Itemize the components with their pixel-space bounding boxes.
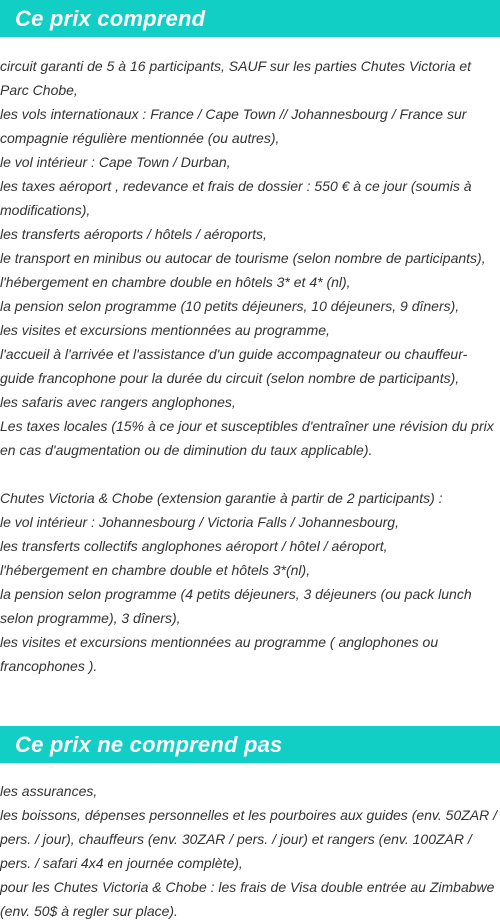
extension-heading: Chutes Victoria & Chobe (extension garantie à partir de 2 participants) : (0, 490, 443, 506)
list-item: Les taxes locales (15% à ce jour et susceptibles d'entraîner une révision du prix en cas d'augmentation ou de diminution du taux applicable). (0, 418, 494, 458)
section-body-excluded (0, 763, 500, 923)
list-item: circuit garanti de 5 à 16 participants, SAUF sur les parties Chutes Victoria et Parc Chobe, (0, 58, 472, 98)
list-item: la pension selon programme (10 petits déjeuners, 10 déjeuners, 9 dîners), (0, 298, 460, 314)
list-item: les vols internationaux : France / Cape Town // Johannesbourg / France sur compagnie régulière mentionnée (ou autres), (0, 106, 467, 146)
list-item: les assurances, (0, 783, 98, 799)
section-title: Ce prix ne comprend pas (15, 731, 283, 757)
section-header-excluded (0, 726, 500, 763)
list-item: l'hébergement en chambre double et hôtels 3*(nl), (0, 562, 311, 578)
section-body-included (0, 37, 500, 678)
section-header-included (0, 0, 500, 37)
list-item: les transferts collectifs anglophones aéroport / hôtel / aéroport, (0, 538, 388, 554)
list-item: les safaris avec rangers anglophones, (0, 394, 236, 410)
list-item: le vol intérieur : Cape Town / Durban, (0, 154, 231, 170)
list-item: la pension selon programme (4 petits déjeuners, 3 déjeuners (ou pack lunch selon programme), 3 dîners), (0, 586, 472, 626)
list-item: le transport en minibus ou autocar de tourisme (selon nombre de participants), (0, 250, 486, 266)
list-item: l'accueil à l'arrivée et l'assistance d'un guide accompagnateur ou chauffeur-guide francophone pour la durée du circuit (selon nombre de participants), (0, 346, 468, 386)
list-item: les transferts aéroports / hôtels / aéroports, (0, 226, 267, 242)
list-item: les visites et excursions mentionnées au programme, (0, 322, 330, 338)
list-item: les visites et excursions mentionnées au programme ( anglophones ou francophones ). (0, 634, 439, 674)
list-item: les taxes aéroport , redevance et frais de dossier : 550 € à ce jour (soumis à modifications), (0, 178, 472, 218)
list-item: l'hébergement en chambre double en hôtels 3* et 4* (nl), (0, 274, 351, 290)
list-item: les boissons, dépenses personnelles et les pourboires aux guides (env. 50ZAR / pers. / jour), chauffeurs (env. 30ZAR / pers. / jour) et rangers (env. 100ZAR / pers. / safari 4x4 en journée complète), (0, 807, 498, 871)
list-item: pour les Chutes Victoria & Chobe : les frais de Visa double entrée au Zimbabwe (env. 50$ à regler sur place). (0, 879, 495, 919)
section-title: Ce prix comprend (15, 5, 206, 31)
paragraph-spacer (0, 462, 498, 486)
list-item: le vol intérieur : Johannesbourg / Victoria Falls / Johannesbourg, (0, 514, 399, 530)
